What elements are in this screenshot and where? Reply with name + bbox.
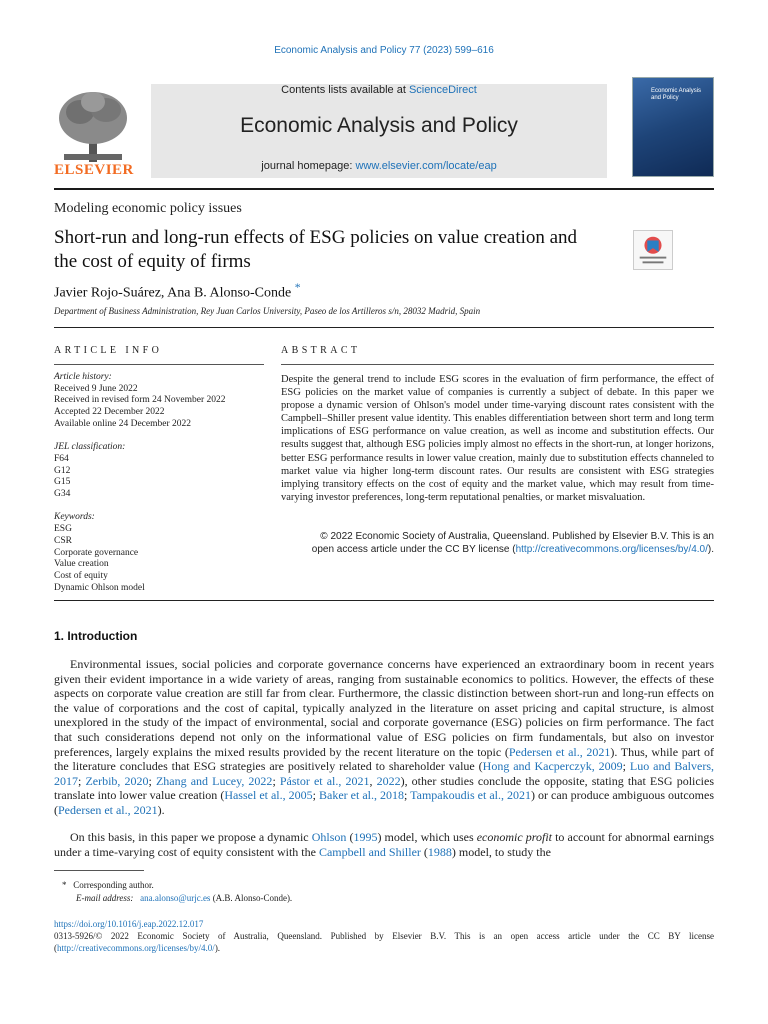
- history-item: Accepted 22 December 2022: [54, 407, 165, 418]
- keywords-label: Keywords:: [54, 512, 95, 523]
- citation-link[interactable]: 1988: [427, 844, 452, 859]
- article-info-heading: ARTICLE INFO: [54, 345, 163, 356]
- history-item: Received in revised form 24 November 2022: [54, 395, 226, 406]
- contents-line: Contents lists available at ScienceDirect: [281, 84, 477, 96]
- jel-label: JEL classification:: [54, 442, 126, 453]
- citation-link[interactable]: Pedersen et al., 2021: [508, 744, 611, 759]
- email-link[interactable]: ana.alonso@urjc.es: [140, 893, 211, 903]
- citation-link[interactable]: Hassel et al., 2005: [224, 788, 313, 803]
- citation-link[interactable]: Tampakoudis et al., 2021: [410, 788, 531, 803]
- keyword: Corporate governance: [54, 547, 139, 558]
- journal-title: Economic Analysis and Policy: [240, 114, 518, 137]
- keyword: ESG: [54, 524, 72, 535]
- footnote-rule: [54, 870, 144, 871]
- abstract-end-rule: [54, 600, 714, 601]
- keyword: Dynamic Ohlson model: [54, 582, 145, 593]
- citation-link[interactable]: Luo and Balvers, 2017: [54, 759, 715, 788]
- footnote-corresponding: * Corresponding author.: [62, 880, 154, 890]
- citation-link[interactable]: Zerbib, 2020: [85, 773, 149, 788]
- footnote-email: E-mail address: ana.alonso@urjc.es (A.B. Alonso-Conde).: [76, 893, 293, 903]
- jel-item: G15: [54, 477, 71, 488]
- journal-reference[interactable]: Economic Analysis and Policy 77 (2023) 599–616: [274, 45, 494, 56]
- citation-link[interactable]: Ohlson: [311, 830, 347, 844]
- citation-link[interactable]: Zhang and Lucey, 2022: [155, 773, 273, 788]
- keyword: CSR: [54, 535, 72, 546]
- article-title: Short-run and long-run effects of ESG policies on value creation and the cost of equity of firms: [54, 227, 578, 272]
- license-statement: 0313-5926/© 2022 Economic Society of Australia, Queensland. Published by Elsevier B.V. This is an open access article under the CC BY license (http://creativecommons.org/licenses/by/4.0/).: [54, 931, 714, 953]
- keyword: Cost of equity: [54, 570, 108, 581]
- citation-link[interactable]: Pástor et al., 2021: [279, 773, 370, 788]
- citation-link[interactable]: Baker et al., 2018: [319, 788, 405, 803]
- citation-link[interactable]: Hong and Kacperczyk, 2009: [482, 759, 623, 774]
- article-info: [54, 372, 264, 594]
- title-rule: [54, 327, 714, 328]
- doi-link[interactable]: https://doi.org/10.1016/j.eap.2022.12.017: [54, 919, 204, 929]
- section-type: Modeling economic policy issues: [54, 201, 242, 216]
- homepage-link[interactable]: www.elsevier.com/locate/eap: [355, 160, 497, 172]
- jel-item: F64: [54, 453, 69, 464]
- cover-title: Economic Analysis and Policy: [651, 88, 702, 101]
- citation-link[interactable]: 2022: [376, 773, 401, 788]
- corresponding-author-mark[interactable]: *: [294, 281, 301, 294]
- history-item: Available online 24 December 2022: [54, 418, 191, 429]
- history-label: Article history:: [54, 372, 112, 382]
- abstract-rule: [281, 364, 714, 365]
- license-link[interactable]: http://creativecommons.org/licenses/by/4.0/: [57, 942, 215, 953]
- abstract-heading: ABSTRACT: [281, 345, 361, 356]
- intro-paragraph-2: On this basis, in this paper we propose a dynamic Ohlson (1995) model, which uses economic profit to account for abnormal earnings under a time-varying cost of equity consistent with the Campbell and Shiller (1988) model, to study the: [54, 830, 714, 859]
- intro-paragraph-1: Environmental issues, social policies and corporate governance concerns have experienced an extraordinary boom in recent years given their evident importance in a wide variety of areas, ranging from sustainable economics to politics. However, the effects of these aspects on corporate value creation are still far from clear. Furthermore, the classic distinction between short-run and long-run effects on the value of corporations and the cost of capital, typically analyzed in the literature on asset pricing and capital structure, is almost unexplored in the study of the impact of environmental, social and corporate governance (ESG) policies on firm performance. The fact that such considerations depend not only on the informational value of ESG policies on firm fundamentals, but also on investor preferences, largely explains the mixed results provided by the recent literature on the topic (Pedersen et al., 2021). Thus, while part of the literature concludes that ESG strategies are positively related to shareholder value (Hong and Kacperczyk, 2009; Luo and Balvers, 2017; Zerbib, 2020; Zhang and Lucey, 2022; Pástor et al., 2021, 2022), other studies conclude the opposite, stating that ESG policies translate into lower value creation (Hassel et al., 2005; Baker et al., 2018; Tampakoudis et al., 2021) or can produce ambiguous outcomes (Pedersen et al., 2021).: [54, 657, 715, 817]
- author-list: Javier Rojo-Suárez, Ana B. Alonso-Conde *: [54, 281, 301, 301]
- header-rule: [54, 188, 714, 190]
- section-heading-introduction: 1. Introduction: [54, 629, 138, 643]
- check-for-updates-icon[interactable]: [633, 230, 673, 270]
- elsevier-wordmark: ELSEVIER: [54, 162, 134, 178]
- sciencedirect-link[interactable]: ScienceDirect: [408, 84, 477, 96]
- citation-link[interactable]: Pedersen et al., 2021: [58, 802, 158, 817]
- history-item: Received 9 June 2022: [54, 383, 138, 394]
- jel-item: G34: [54, 489, 71, 500]
- homepage-line: journal homepage: www.elsevier.com/locate/eap: [261, 160, 497, 172]
- affiliation: Department of Business Administration, Rey Juan Carlos University, Paseo de los Artilleros s/n, 28032 Madrid, Spain: [54, 306, 481, 316]
- keyword: Value creation: [54, 559, 109, 570]
- jel-item: G12: [54, 465, 71, 476]
- article-info-rule: [54, 364, 264, 365]
- abstract-copyright: © 2022 Economic Society of Australia, Queensland. Published by Elsevier B.V. This is an open access article under the CC BY license (http://creativecommons.org/licenses/by/4.0/).: [311, 531, 714, 556]
- citation-link[interactable]: Campbell and Shiller: [318, 844, 421, 859]
- citation-link[interactable]: 1995: [353, 830, 378, 844]
- abstract-text: Despite the general trend to include ESG scores in the evaluation of firm performance, the effect of ESG policies on the market value of companies is currently a subject of debate. In this paper we propose a dynamic version of Ohlson's model under time-varying discount rates consistent with the Campbell–Shiller present value identity. This enables differentiation between short term and long term implications of ESG performance on value creation, as well as income and substitution effects. Our results suggest that, although ESG policies imply almost no effects in the short-run, at longer horizons, better ESG performance results in lower value creation, mainly due to substitution effects channeled to market value via higher long-term discount rates. Our results are consistent with ESG strategies implying transitory effects on the cost of equity and the market value, which may result from time-varying investor preferences, long-term reputational penalties, or market misvaluation.: [281, 374, 714, 503]
- cc-license-link[interactable]: http://creativecommons.org/licenses/by/4.0/: [515, 544, 708, 556]
